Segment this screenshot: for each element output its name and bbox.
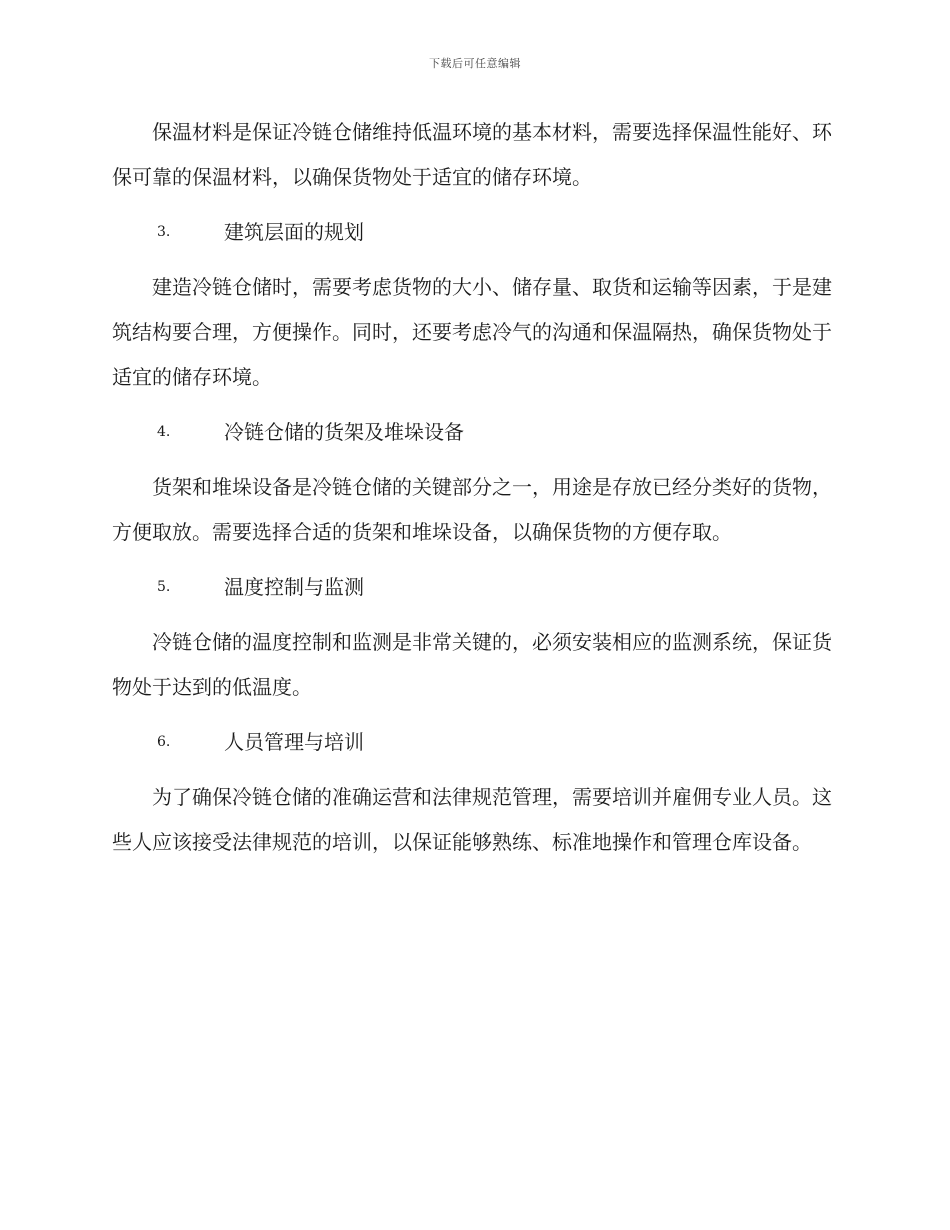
paragraph-personnel: 为了确保冷链仓储的准确运营和法律规范管理，需要培训并雇佣专业人员。这些人应该接受法律规范的培训，以保证能够熟练、标准地操作和管理仓库设备。 (112, 785, 832, 854)
section-number: 5. (157, 579, 171, 595)
paragraph-shelving: 货架和堆垛设备是冷链仓储的关键部分之一，用途是存放已经分类好的货物，方便取放。需要选择合适的货架和堆垛设备，以确保货物的方便存取。 (112, 475, 832, 544)
document-body (112, 110, 832, 865)
section-title: 建筑层面的规划 (224, 220, 364, 244)
section-heading-3 (112, 210, 832, 255)
section-heading-6 (112, 720, 832, 765)
paragraph-building: 建造冷链仓储时，需要考虑货物的大小、储存量、取货和运输等因素，于是建筑结构要合理，方便操作。同时，还要考虑冷气的沟通和保温隔热，确保货物处于适宜的储存环境。 (112, 275, 832, 389)
section-title: 人员管理与培训 (224, 730, 364, 754)
section-title: 温度控制与监测 (224, 575, 364, 599)
paragraph-insulation: 保温材料是保证冷链仓储维持低温环境的基本材料，需要选择保温性能好、环保可靠的保温材料，以确保货物处于适宜的储存环境。 (112, 120, 832, 189)
section-number: 6. (157, 734, 171, 750)
paragraph-temperature: 冷链仓储的温度控制和监测是非常关键的，必须安装相应的监测系统，保证货物处于达到的低温度。 (112, 630, 832, 699)
section-number: 3. (157, 224, 171, 240)
header-note: 下载后可任意编辑 (429, 57, 521, 70)
section-heading-5 (112, 565, 832, 610)
section-title: 冷链仓储的货架及堆垛设备 (224, 420, 464, 444)
section-heading-4 (112, 410, 832, 455)
section-number: 4. (157, 424, 171, 440)
